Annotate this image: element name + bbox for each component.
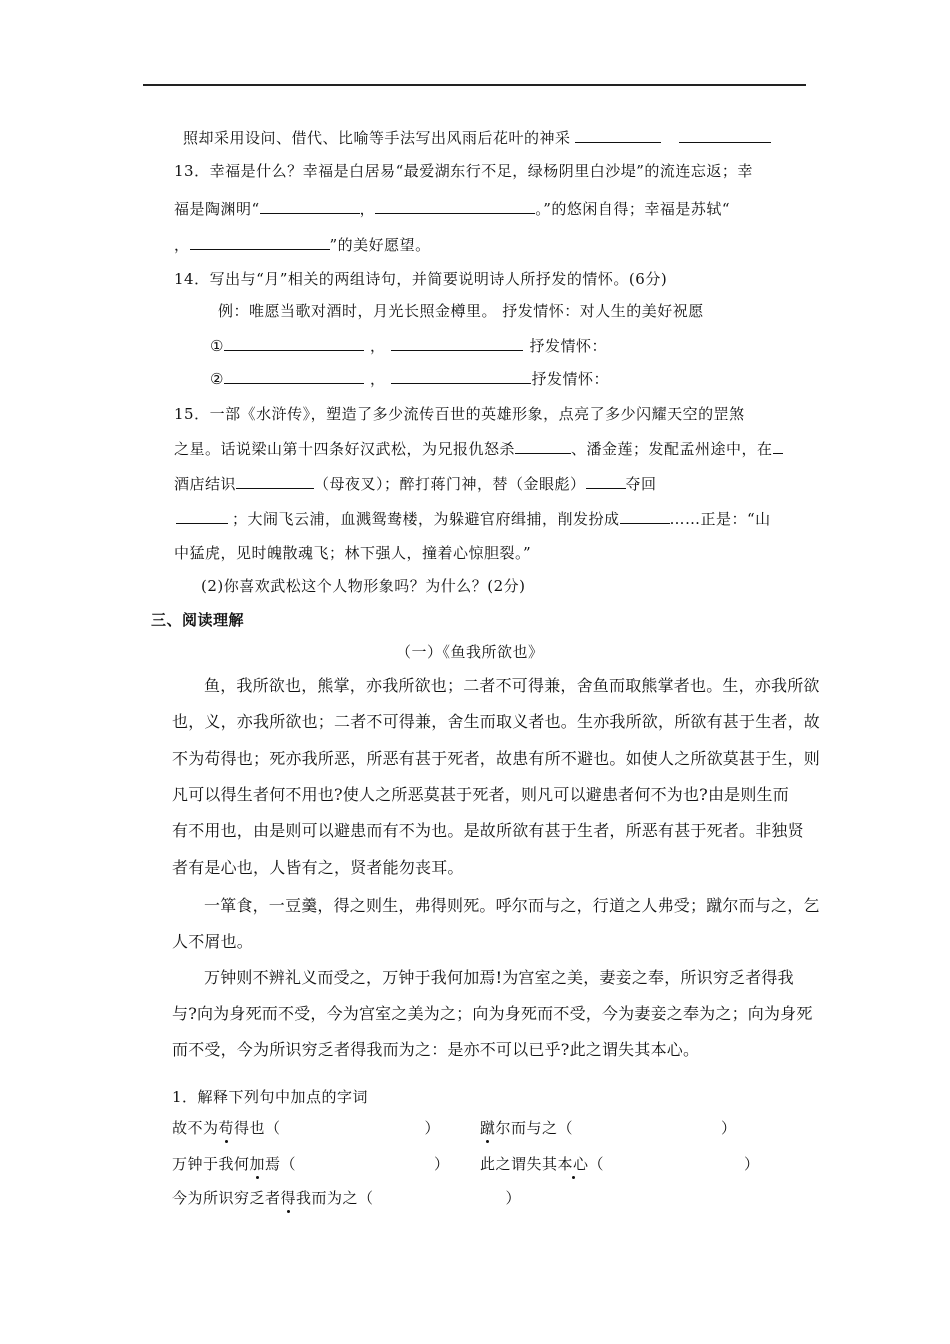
q14-item-2: ② ， 抒发情怀： (210, 370, 609, 388)
q15-line-1: 15．一部《水浒传》，塑造了多少流传百世的英雄形象，点亮了多少闪耀天空的罡煞 (174, 405, 745, 423)
q1-item-e: 今为所识穷乏者得我而为之（ ） (172, 1189, 522, 1207)
passage-line: 凡可以得生者何不用也?使人之所恶莫甚于死者，则凡可以避患者何不为也?由是则生而 (172, 785, 789, 804)
q15-line-5: 中猛虎，见时魄散魂飞；林下强人，撞着心惊胆裂。” (174, 544, 532, 562)
passage-line: 也，义，亦我所欲也；二者不可得兼，舍生而取义者也。生亦我所欲，所欲有甚于生者，故 (172, 712, 821, 731)
passage-line: 而不受，今为所识穷乏者得我而为之：是亦不可以已乎?此之谓失其本心。 (172, 1040, 700, 1059)
q14-item-1: ① ， 抒发情怀： (210, 337, 607, 355)
answer-blank[interactable] (236, 475, 314, 489)
answer-blank[interactable] (515, 440, 571, 454)
q14-title: 14．写出与“月”相关的两组诗句，并简要说明诗人所抒发的情怀。(6分) (174, 270, 668, 288)
passage-line: 鱼，我所欲也，熊掌，亦我所欲也；二者不可得兼，舍鱼而取熊掌者也。生，亦我所欲 (204, 676, 820, 695)
q13-line-3: ， ”的美好愿望。 (174, 236, 431, 254)
passage-line: 万钟则不辨礼义而受之，万钟于我何加焉!为宫室之美，妻妾之奉，所识穷乏者得我 (204, 968, 794, 987)
q1-item-b: 蹴尔而与之（ ） (480, 1119, 737, 1137)
answer-blank[interactable] (586, 475, 626, 489)
answer-blank[interactable] (391, 337, 523, 351)
passage-line: 一箪食，一豆羹，得之则生，弗得则死。呼尔而与之，行道之人弗受；蹴尔而与之，乞 (204, 896, 820, 915)
answer-blank[interactable] (679, 129, 771, 143)
q12-line: 照却采用设问、借代、比喻等手法写出风雨后花叶的神采 (183, 129, 771, 147)
q15-line-4: ；大闹飞云浦，血溅鸳鸯楼，为躲避官府缉捕，削发扮成 ……正是：“山 (176, 510, 771, 528)
q1-item-d: 此之谓失其本心（ ） (480, 1155, 760, 1173)
q14-example: 例：唯愿当歌对酒时，月光长照金樽里。 抒发情怀：对人生的美好祝愿 (218, 302, 704, 320)
passage-line: 有不用也，由是则可以避患而有不为也。是故所欲有甚于生者，所恶有甚于死者。非独贤 (172, 821, 804, 840)
q15-sub2: (2)你喜欢武松这个人物形象吗？为什么？(2分) (201, 577, 526, 595)
answer-blank[interactable] (620, 510, 670, 524)
answer-blank[interactable] (260, 200, 360, 214)
answer-blank[interactable] (773, 440, 783, 454)
answer-blank[interactable] (224, 337, 364, 351)
passage-line: 者有是心也，人皆有之，贤者能勿丧耳。 (172, 858, 464, 877)
passage-line: 人不屑也。 (172, 932, 254, 951)
answer-blank[interactable] (575, 129, 661, 143)
q1-item-c: 万钟于我何加焉（ ） (172, 1155, 450, 1173)
passage-line: 不为苟得也；死亦我所恶，所恶有甚于死者，故患有所不避也。如使人之所欲莫甚于生，则 (172, 749, 821, 768)
q1-title: 1．解释下列句中加点的字词 (172, 1088, 369, 1106)
answer-blank[interactable] (190, 236, 330, 250)
q15-line-3: 酒店结识 （母夜叉）；醉打蒋门神，替（金眼彪） 夺回 (174, 475, 657, 493)
answer-blank[interactable] (224, 370, 364, 384)
header-rule (143, 84, 806, 86)
passage-title: （一）《鱼我所欲也》 (396, 643, 544, 661)
q15-line-2: 之星。话说梁山第十四条好汉武松，为兄报仇怒杀 、潘金莲；发配孟州途中，在 (174, 440, 783, 458)
q13-line-2: 福是陶渊明“ ， 。”的悠闲自得；幸福是苏轼“ (174, 200, 731, 218)
answer-blank[interactable] (391, 370, 531, 384)
section-heading: 三、阅读理解 (151, 611, 245, 629)
q1-item-a: 故不为苟得也（ ） (172, 1119, 441, 1137)
q13-line-1: 13．幸福是什么？幸福是白居易“最爱湖东行不足，绿杨阴里白沙堤”的流连忘返；幸 (174, 162, 753, 180)
answer-blank[interactable] (375, 200, 535, 214)
passage-line: 与?向为身死而不受，今为宫室之美为之；向为身死而不受，今为妻妾之奉为之；向为身死 (172, 1004, 813, 1023)
answer-blank[interactable] (176, 510, 228, 524)
